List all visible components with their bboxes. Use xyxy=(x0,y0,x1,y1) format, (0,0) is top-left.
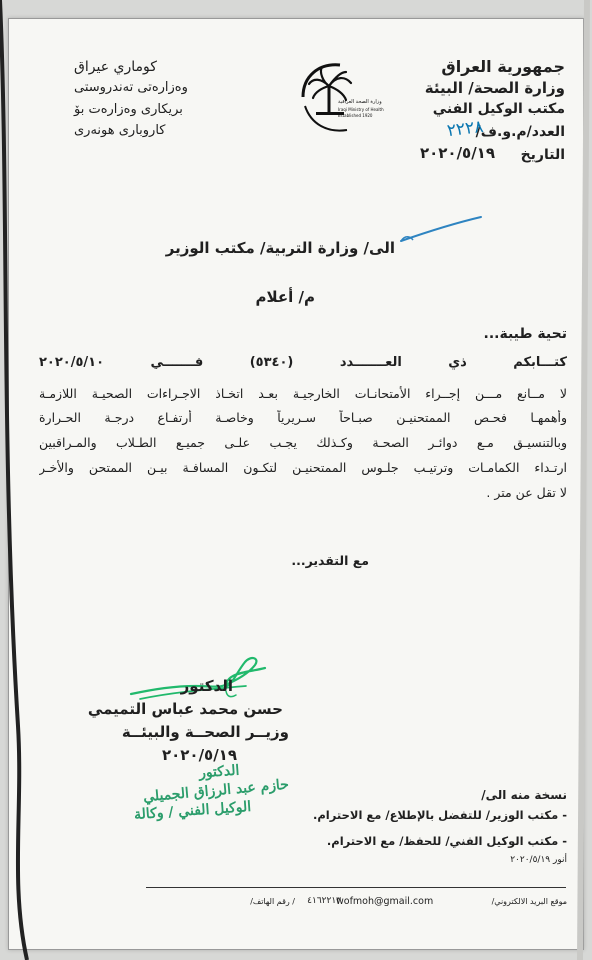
footer-divider xyxy=(146,887,566,888)
document-paper xyxy=(8,18,584,950)
reference-label: العدد/م.و.ف/ xyxy=(475,124,565,140)
palm-tree-icon xyxy=(291,54,376,139)
signature-date: ٢٠٢٠/٥/١٩ xyxy=(161,746,237,764)
copies-heading: نسخة منه الى/ xyxy=(481,788,567,802)
copy-initials: أنور ٢٠٢٠/٥/١٩ xyxy=(510,855,567,865)
blue-pen-mark xyxy=(389,209,489,249)
footer-email-label: موقع البريد الالكتروني/ xyxy=(491,897,567,906)
copy-recipient-1: - مكتب الوزير/ للتفضل بالإطلاع/ مع الاحترام. xyxy=(313,808,567,822)
recipient-line: الى/ وزارة التربية/ مكتب الوزير xyxy=(165,239,395,257)
closing-line: مع التقدير... xyxy=(291,553,369,568)
footer-phone-label: / رقم الهاتف/ xyxy=(250,897,295,906)
header-left-department: کاروباری هونەری xyxy=(74,123,166,138)
copy-recipient-2: - مكتب الوكيل الفني/ للحفظ/ مع الاحترام. xyxy=(326,834,567,848)
greeting: تحية طيبة... xyxy=(483,326,567,342)
signatory-position: وزيــر الصحــة والبيئــة xyxy=(121,723,289,741)
footer-email: wofmoh@gmail.com xyxy=(336,896,434,907)
footer-phone: ٤١٦٢٢١٣ xyxy=(307,896,341,906)
date-value: ٢٠٢٠/٥/١٩ xyxy=(419,144,495,162)
header-office: مكتب الوكيل الفني xyxy=(432,101,565,117)
body-line-3: وأهمهـا فحـص الممتحنيـن صبـاحاً سـريرياً وخاصـة أرتفـاع درجـة الحـرارة xyxy=(39,410,567,425)
header-left-office: بریکاری وەزارەت بۆ xyxy=(74,102,183,117)
stamp-name: حازم عبد الرزاق الجميلي xyxy=(142,776,290,806)
handwritten-signature xyxy=(127,647,272,705)
header-left-country: كوماري عيراق xyxy=(74,59,157,75)
stamp-title: الدكتور xyxy=(198,762,240,782)
signatory-name: حسن محمد عباس التميمي xyxy=(87,700,283,718)
header-country: جمهورية العراق xyxy=(441,57,565,76)
logo-english-text: Iraqi Ministry of Health xyxy=(338,107,384,112)
subject-line: م/ أعلام xyxy=(255,288,315,306)
date-label: التاريخ xyxy=(520,147,565,163)
header-ministry: وزارة الصحة/ البيئة xyxy=(424,79,565,97)
ministry-logo xyxy=(291,54,384,139)
body-line-4: وبالتنسيـق مـع دوائـر الصحـة وكـذلك يجـب علـى جميـع الطـلاب والمـراقبين xyxy=(39,435,567,450)
reference-number-handwritten: ٢٢٢٨ xyxy=(445,116,485,142)
logo-established-text: Established 1920 xyxy=(338,113,373,118)
body-line-6: لا تقل عن متر . xyxy=(486,485,567,500)
stamp-position: الوكيل الفني / وكالة xyxy=(133,798,252,824)
header-left-ministry: وەزارەتی تەندروستی xyxy=(74,80,188,95)
body-line-1: كتـــابكم ذي العـــــــدد (٥٣٤٠) فـــــــي ٢٠٢٠/٥/١٠ xyxy=(39,355,567,370)
signature-title: الدكتور xyxy=(180,677,233,695)
logo-arabic-text: وزارة الصحة العراقية xyxy=(338,99,382,105)
body-line-2: لا مــانع مـــن إجــراء الأمتحانـات الخارجيـة بعـد اتخـاذ الاجـراءات الصحيـة اللازمـة xyxy=(39,386,567,401)
body-line-5: ارتـداء الكمامـات وترتيـب جلـوس الممتحنيـن لتكـون المسافـة بيـن الممتحن والأخـر xyxy=(39,460,567,475)
